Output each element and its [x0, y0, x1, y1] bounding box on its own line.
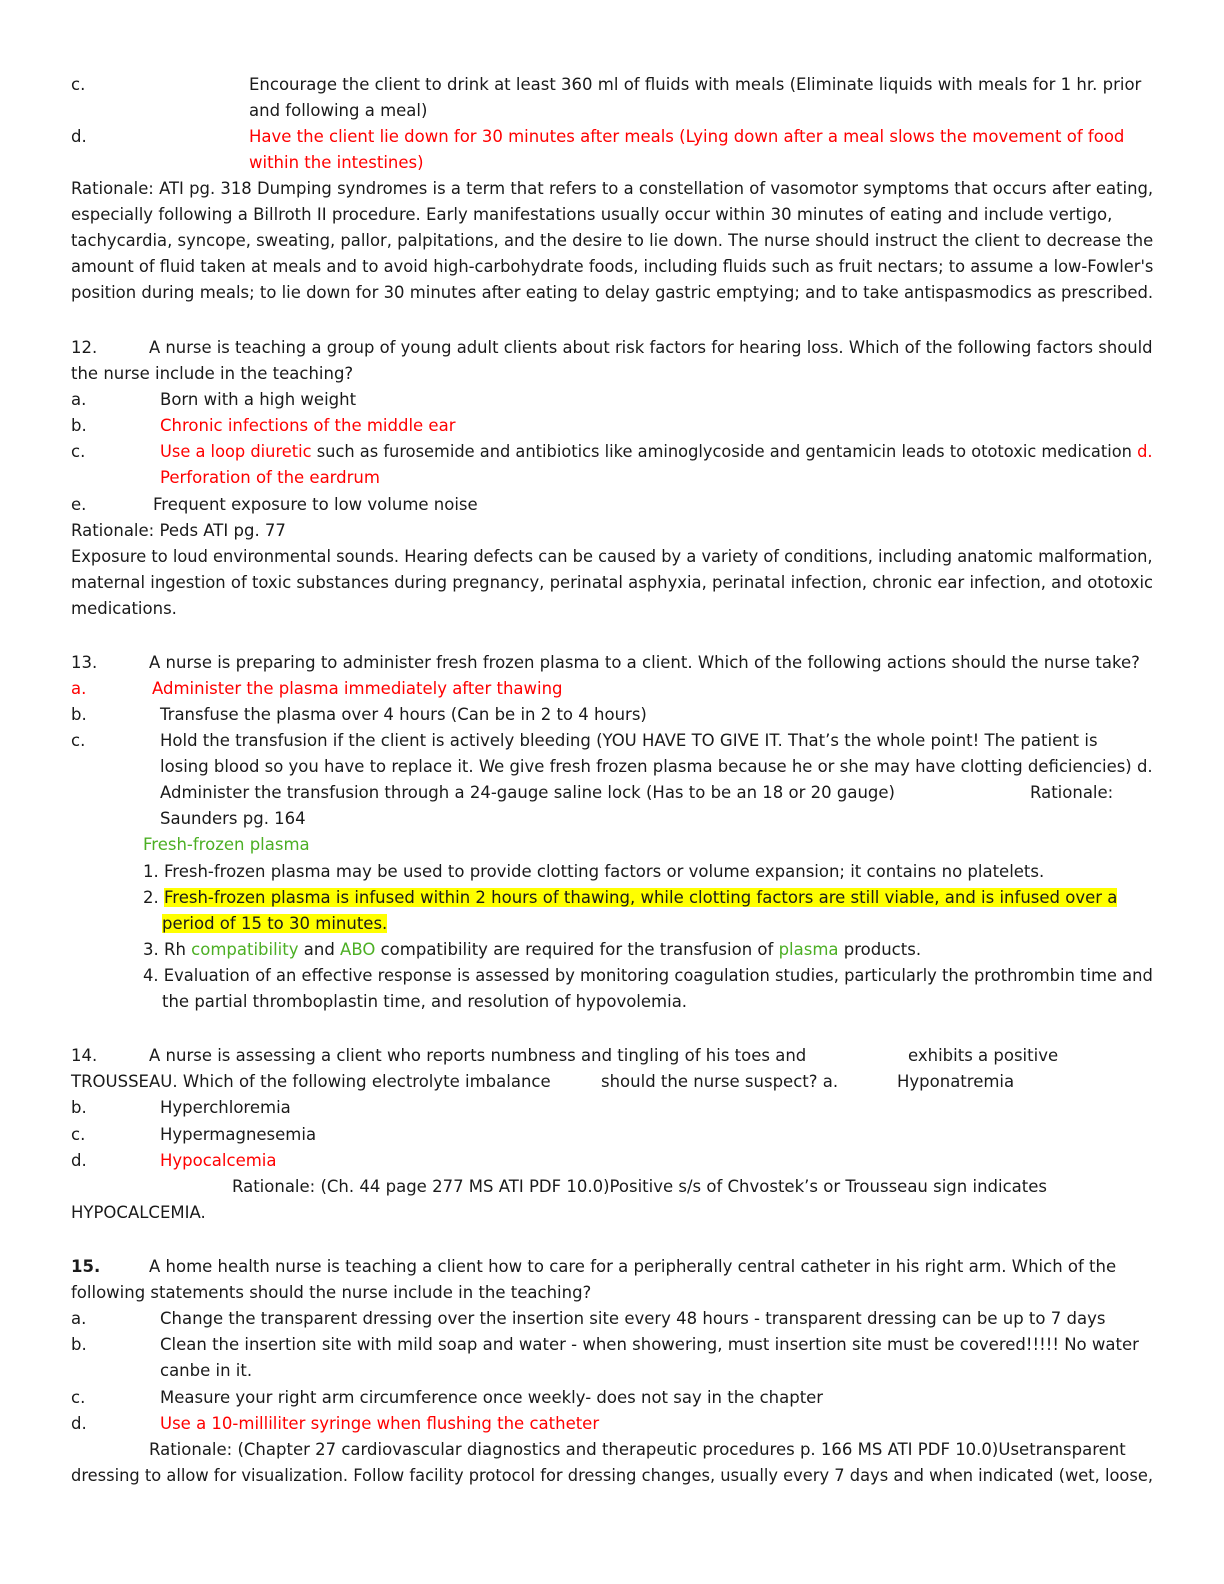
q11-rationale-line-2: especially following a Billroth II procedure. Early manifestations usually occur within 30 minutes of eating and include vertigo, — [71, 205, 1113, 224]
q15-option-d-text: Use a 10-milliliter syringe when flushing the catheter — [160, 1414, 600, 1433]
q14-rationale-1: Rationale: (Ch. 44 page 277 MS ATI PDF 10.0)Positive s/s of Chvostek’s or Trousseau sign indicates — [232, 1177, 1047, 1196]
q14-rationale-2: HYPOCALCEMIA. — [71, 1203, 206, 1222]
text-run-green: ABO — [340, 940, 376, 959]
q12-rationale-line-2: maternal ingestion of toxic substances during pregnancy, perinatal asphyxia, perinatal infection, chronic ear infection, and ototoxic — [71, 573, 1154, 592]
q14-stem-1b: exhibits a positive — [908, 1046, 1059, 1065]
q11-option-c — [71, 72, 85, 98]
q11-option-d-text-2: within the intestines) — [249, 153, 424, 172]
q12-stem-2: the nurse include in the teaching? — [71, 364, 354, 383]
q13-option-d-text: Administer the transfusion through a 24-gauge saline lock (Has to be an 18 or 20 gauge) — [160, 783, 895, 802]
q13-option-a-text: Administer the plasma immediately after thawing — [152, 679, 563, 698]
q13-list-item-2 — [143, 885, 1117, 911]
option-letter: d. — [71, 127, 87, 146]
q15-option-b-letter: b. — [71, 1335, 87, 1354]
text-run: 3. Rh — [143, 940, 192, 959]
q12-option-a-text: Born with a high weight — [160, 390, 357, 409]
q12-rationale-line-1: Exposure to loud environmental sounds. Hearing defects can be caused by a variety of conditions, including anatomic malformation, — [71, 547, 1153, 566]
q13-list-item-4-cont: the partial thromboplastin time, and resolution of hypovolemia. — [162, 992, 688, 1011]
q15-stem-2: following statements should the nurse include in the teaching? — [71, 1283, 592, 1302]
text-run: products. — [838, 940, 922, 959]
q15-option-b-text-2: canbe in it. — [160, 1361, 253, 1380]
q14-option-c-text: Hypermagnesemia — [160, 1125, 317, 1144]
option-letter: c. — [71, 75, 86, 94]
q14-option-b-text: Hyperchloremia — [160, 1098, 291, 1117]
text-run: compatibility are required for the transfusion of — [375, 940, 779, 959]
q15-option-c-letter: c. — [71, 1388, 86, 1407]
q12-option-b-text: Chronic infections of the middle ear — [160, 416, 456, 435]
q13-option-c-text-1: Hold the transfusion if the client is actively bleeding (YOU HAVE TO GIVE IT. That’s the whole point! The patient is — [160, 731, 1098, 750]
q12-stem-1: A nurse is teaching a group of young adult clients about risk factors for hearing loss. Which of the following factors should — [149, 338, 1153, 357]
q13-stem: A nurse is preparing to administer fresh frozen plasma to a client. Which of the following actions should the nurse take? — [149, 653, 1140, 672]
option-c-highlight: Use a loop diuretic — [160, 442, 312, 461]
text-run-green: plasma — [778, 940, 839, 959]
highlighted-text: period of 15 to 30 minutes. — [162, 914, 388, 933]
q12-number: 12. — [71, 338, 98, 357]
q14-stem-1a: A nurse is assessing a client who reports numbness and tingling of his toes and — [149, 1046, 807, 1065]
highlighted-text: Fresh-frozen plasma is infused within 2 hours of thawing, while clotting factors are still viable, and is infused over a — [164, 888, 1118, 907]
q13-rationale-label: Rationale: — [1030, 783, 1114, 802]
q15-option-d-letter: d. — [71, 1414, 87, 1433]
q11-option-c-text-1: Encourage the client to drink at least 360 ml of fluids with meals (Eliminate liquids with meals for 1 hr. prior — [249, 75, 1142, 94]
q15-option-b-text-1: Clean the insertion site with mild soap and water - when showering, must insertion site must be covered!!!!! No water — [160, 1335, 1139, 1354]
q11-rationale-line-5: position during meals; to lie down for 30 minutes after eating to delay gastric emptying; and to take antispasmodics as prescribed. — [71, 283, 1154, 302]
q14-option-d-text: Hypocalcemia — [160, 1151, 277, 1170]
q12-option-b-letter: b. — [71, 416, 87, 435]
q14-option-b-letter: b. — [71, 1098, 87, 1117]
q15-number: 15. — [71, 1257, 101, 1276]
q13-option-b-text: Transfuse the plasma over 4 hours (Can be in 2 to 4 hours) — [160, 705, 647, 724]
q13-number: 13. — [71, 653, 98, 672]
q13-list-item-4: 4. Evaluation of an effective response is assessed by monitoring coagulation studies, particularly the prothrombin time and — [143, 966, 1153, 985]
option-c-rest: such as furosemide and antibiotics like aminoglycoside and gentamicin leads to ototoxic medication — [311, 442, 1138, 461]
list-number: 2. — [143, 888, 164, 907]
q15-rationale-2: dressing to allow for visualization. Follow facility protocol for dressing changes, usually every 7 days and when indicated (wet, loose, — [71, 1466, 1154, 1485]
q12-rationale-line-3: medications. — [71, 599, 177, 618]
q15-rationale-1: Rationale: (Chapter 27 cardiovascular diagnostics and therapeutic procedures p. 166 MS ATI PDF 10.0)Usetransparent — [149, 1440, 1126, 1459]
option-d-inline-letter: d. — [1137, 442, 1153, 461]
q15-option-a-text: Change the transparent dressing over the insertion site every 48 hours - transparent dressing can be up to 7 days — [160, 1309, 1106, 1328]
q13-rationale-ref: Saunders pg. 164 — [160, 809, 306, 828]
q12-option-c-text — [160, 439, 1153, 465]
q13-option-c-text-2: losing blood so you have to replace it. We give fresh frozen plasma because he or she may have clotting deficiencies) d. — [160, 757, 1153, 776]
q11-rationale-line-4: amount of fluid taken at meals and to avoid high-carbohydrate foods, including fluids such as fruit nectars; to assume a low-Fowler's — [71, 257, 1154, 276]
q12-option-e-letter: e. — [71, 495, 87, 514]
q15-option-a-letter: a. — [71, 1309, 87, 1328]
q14-option-c-letter: c. — [71, 1125, 86, 1144]
text-run: and — [298, 940, 341, 959]
q11-rationale-line-1: Rationale: ATI pg. 318 Dumping syndromes is a term that refers to a constellation of vasomotor symptoms that occurs after eating, — [71, 179, 1154, 198]
q13-heading: Fresh-frozen plasma — [143, 835, 310, 854]
q13-list-item-3 — [143, 937, 921, 963]
q13-option-b-letter: b. — [71, 705, 87, 724]
q12-option-e-text: Frequent exposure to low volume noise — [153, 495, 478, 514]
q13-option-a-letter: a. — [71, 679, 87, 698]
q14-stem-2b: should the nurse suspect? a. — [601, 1072, 839, 1091]
q14-option-d-letter: d. — [71, 1151, 87, 1170]
q13-list-item-1: 1. Fresh-frozen plasma may be used to provide clotting factors or volume expansion; it contains no platelets. — [143, 862, 1045, 881]
q15-option-c-text: Measure your right arm circumference once weekly- does not say in the chapter — [160, 1388, 824, 1407]
q14-option-a-text: Hyponatremia — [897, 1072, 1015, 1091]
q12-rationale-title: Rationale: Peds ATI pg. 77 — [71, 521, 286, 540]
q15-stem-1: A home health nurse is teaching a client how to care for a peripherally central catheter in his right arm. Which of the — [149, 1257, 1117, 1276]
q12-option-d-text: Perforation of the eardrum — [160, 468, 380, 487]
q14-number: 14. — [71, 1046, 98, 1065]
q13-list-item-2-cont — [162, 911, 387, 937]
q12-option-c-letter: c. — [71, 442, 86, 461]
q12-option-a-letter: a. — [71, 390, 87, 409]
q14-stem-2a: TROUSSEAU. Which of the following electrolyte imbalance — [71, 1072, 551, 1091]
text-run-green: compatibility — [191, 940, 299, 959]
q11-rationale-line-3: tachycardia, syncope, sweating, pallor, palpitations, and the desire to lie down. The nurse should instruct the client to decrease the — [71, 231, 1154, 250]
q11-option-d — [71, 124, 87, 150]
q13-option-c-letter: c. — [71, 731, 86, 750]
q11-option-c-text-2: and following a meal) — [249, 101, 428, 120]
q11-option-d-text-1: Have the client lie down for 30 minutes after meals (Lying down after a meal slows the movement of food — [249, 127, 1125, 146]
